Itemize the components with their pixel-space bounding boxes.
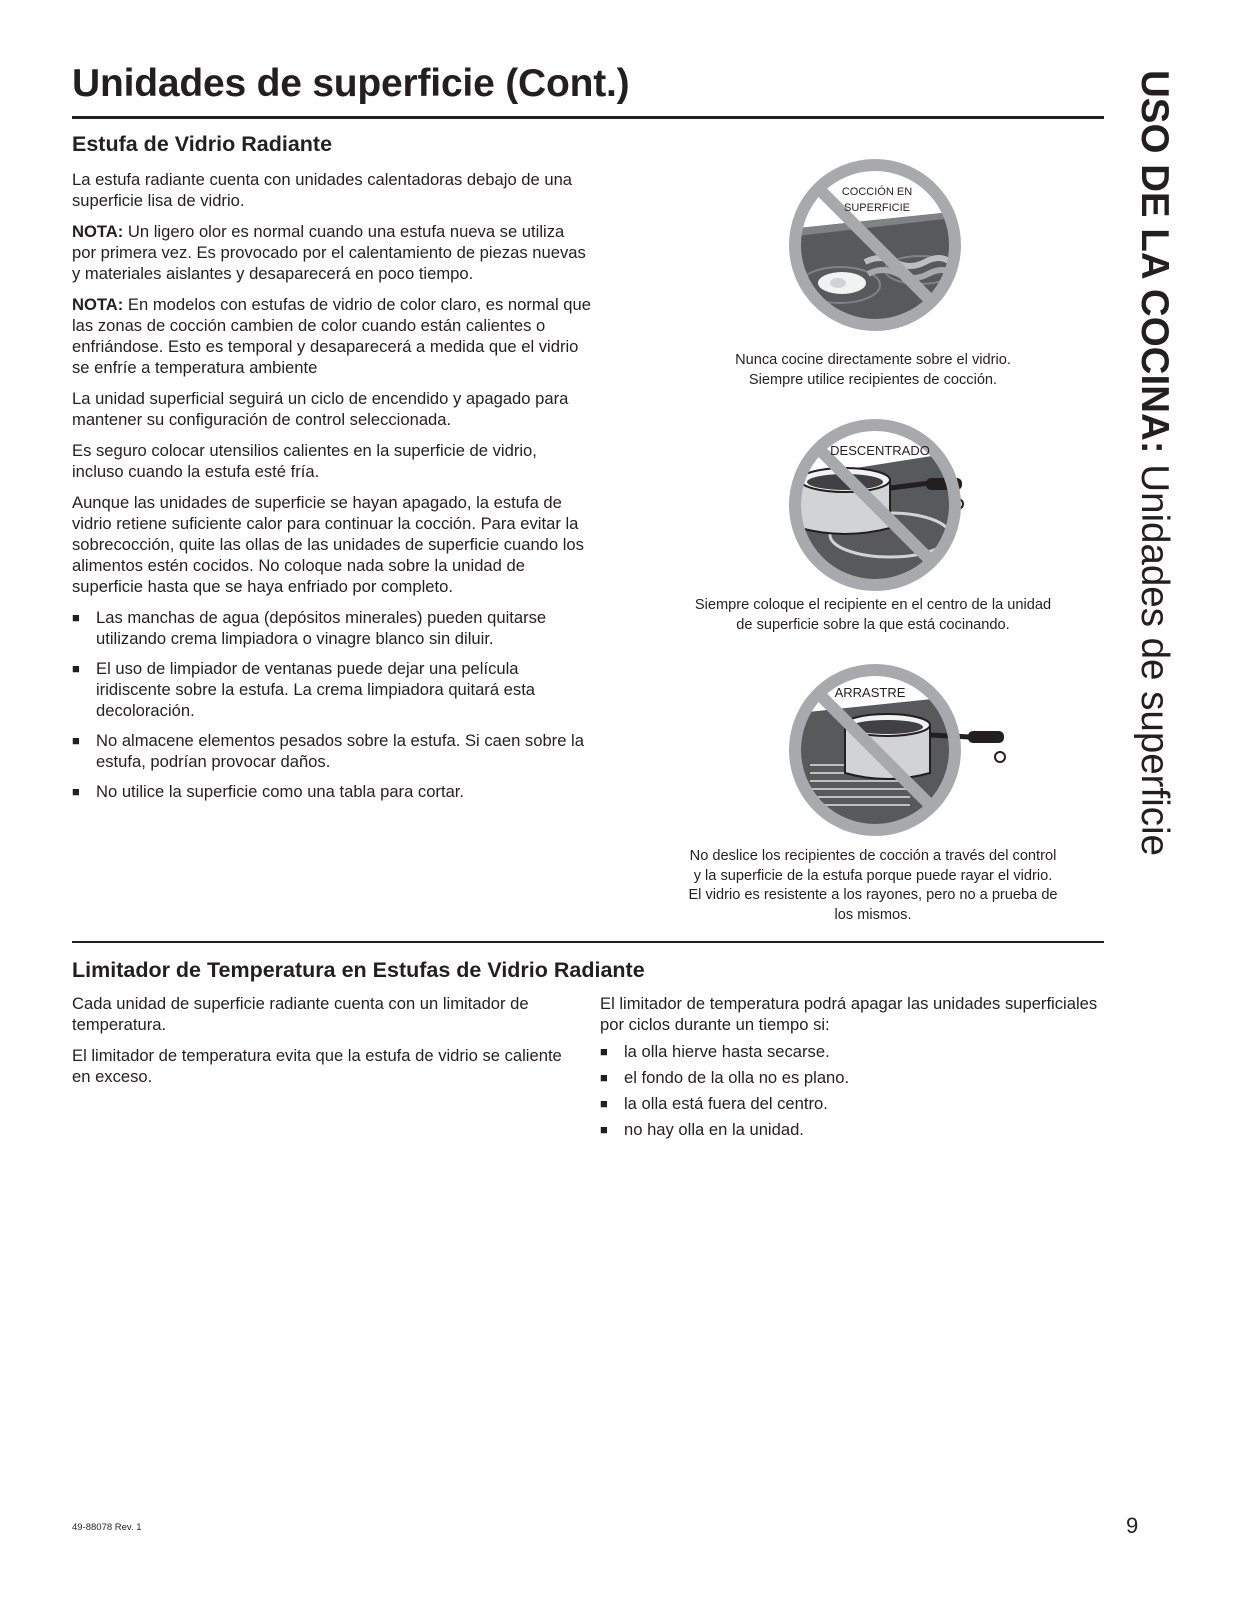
list-item: ■ la olla está fuera del centro. xyxy=(600,1094,828,1113)
paragraph-residual-heat: Aunque las unidades de superficie se hayan apagado, la estufa de vidrio retiene suficiente calor para continuar la cocción. Para evitar la sobrecocción, quite las ollas de las unidades de superficie cuando los alimentos estén cocidos. No coloque nada sobre la unidad de superficie hasta que se haya enfriado por completo. xyxy=(72,493,584,596)
paragraph-hot-utensils: Es seguro colocar utensilios calientes en la superficie de vidrio, incluso cuando la estufa esté fría. xyxy=(72,441,537,481)
bullet-square-icon: ■ xyxy=(600,1096,608,1111)
note-odor xyxy=(72,221,592,284)
page-number: 9 xyxy=(1126,1513,1139,1538)
illustration-label: DESCENTRADO xyxy=(830,443,930,458)
list-item: ■ No almacene elementos pesados sobre la estufa. Si caen sobre la estufa, podrían provocar daños. xyxy=(72,731,584,771)
cleaning-bullet-list xyxy=(72,607,592,802)
list-item: ■ No utilice la superficie como una tabla para cortar. xyxy=(72,782,465,801)
side-tab-bold: USO DE LA COCINA: xyxy=(1133,70,1176,454)
illustration-label: SUPERFICIE xyxy=(843,202,911,214)
side-tab-regular: Unidades de superficie xyxy=(1133,453,1176,856)
paragraph-limiter-conditions: El limitador de temperatura podrá apagar las unidades superficiales por ciclos durante un tiempo si: xyxy=(600,994,1098,1034)
list-item: ■ la olla hierve hasta secarse. xyxy=(600,1042,830,1061)
paragraph-limiter-purpose: El limitador de temperatura evita que la estufa de vidrio se caliente en exceso. xyxy=(72,1046,562,1086)
note-text: Un ligero olor es normal cuando una estufa nueva se utiliza por primera vez. Es provocado por el calentamiento de piezas nuevas y materiales aislantes y desaparecerá en poco tiempo. xyxy=(72,222,586,283)
bullet-square-icon: ■ xyxy=(600,1070,608,1085)
document-number: 49-88078 Rev. 1 xyxy=(72,1522,142,1533)
section2-heading: Limitador de Temperatura en Estufas de Vidrio Radiante xyxy=(72,958,645,982)
bullet-square-icon: ■ xyxy=(72,610,80,625)
bullet-square-icon: ■ xyxy=(72,733,80,748)
illustration-label: COCCIÓN EN xyxy=(841,186,913,198)
no-dragging-pan-icon xyxy=(780,655,1020,845)
note-label: NOTA: xyxy=(72,295,124,314)
paragraph-intro: La estufa radiante cuenta con unidades calentadoras debajo de una superficie lisa de vidrio. xyxy=(72,170,573,210)
list-item: ■ el fondo de la olla no es plano. xyxy=(600,1068,850,1087)
bullet-square-icon: ■ xyxy=(72,784,80,799)
side-tab-label xyxy=(1130,70,1178,890)
paragraph-cycle: La unidad superficial seguirá un ciclo de encendido y apagado para mantener su configuración de control seleccionada. xyxy=(72,389,569,429)
page-title: Unidades de superficie (Cont.) xyxy=(72,62,630,105)
no-off-center-pan-icon xyxy=(780,410,980,600)
illustration-caption: Nunca cocine directamente sobre el vidrio. Siempre utilice recipientes de cocción. xyxy=(735,352,1011,388)
note-color-change xyxy=(72,294,592,378)
note-label: NOTA: xyxy=(72,222,124,241)
list-item: ■ no hay olla en la unidad. xyxy=(600,1120,804,1139)
note-text: En modelos con estufas de vidrio de color claro, es normal que las zonas de cocción cambien de color cuando están calientes o enfriándose. Esto es temporal y desaparecerá a medida que el vidrio se enfríe a temperatura ambiente xyxy=(72,295,591,377)
section1-heading: Estufa de Vidrio Radiante xyxy=(72,132,333,156)
list-item: ■ El uso de limpiador de ventanas puede dejar una película iridiscente sobre la estufa. La crema limpiadora quitará esta decoloración. xyxy=(72,659,536,720)
section-divider xyxy=(72,941,1104,943)
bullet-square-icon: ■ xyxy=(72,661,80,676)
no-cooking-on-surface-icon xyxy=(780,150,970,340)
illustration-label: ARRASTRE xyxy=(834,685,906,700)
bullet-square-icon: ■ xyxy=(600,1044,608,1059)
section1-text-column xyxy=(72,132,592,811)
illustration-caption: No deslice los recipientes de cocción a través del control y la superficie de la estufa porque puede rayar el vidrio. El vidrio es resistente a los rayones, pero no a prueba de los mismos. xyxy=(688,848,1058,923)
limiter-bullet-list xyxy=(600,1041,1100,1140)
section2-left-column xyxy=(72,993,582,1097)
paragraph-limiter-intro: Cada unidad de superficie radiante cuenta con un limitador de temperatura. xyxy=(72,994,529,1034)
illustration-caption: Siempre coloque el recipiente en el centro de la unidad de superficie sobre la que está cocinando. xyxy=(694,597,1052,633)
bullet-square-icon: ■ xyxy=(600,1122,608,1137)
title-rule xyxy=(72,116,1104,119)
list-item: ■ Las manchas de agua (depósitos minerales) pueden quitarse utilizando crema limpiadora o vinagre blanco sin diluir. xyxy=(72,608,547,648)
section2-right-column xyxy=(600,993,1100,1145)
